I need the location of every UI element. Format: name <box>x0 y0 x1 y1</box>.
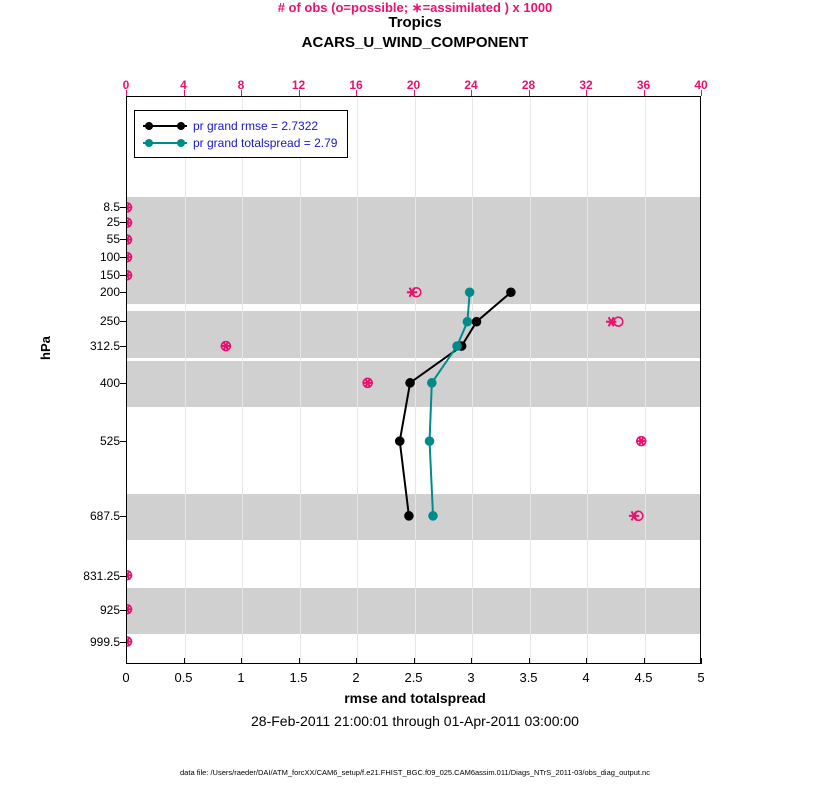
y-tick-label: 525 <box>99 434 120 449</box>
x-tickmark <box>184 658 185 664</box>
x-tickmark <box>529 658 530 664</box>
y-tick-label: 25 <box>106 215 120 230</box>
y-tickmark <box>120 292 126 293</box>
series-line <box>400 292 511 516</box>
data-point <box>406 379 414 387</box>
y-tickmark <box>120 642 126 643</box>
x-tick-label: 3 <box>467 670 475 685</box>
chart-legend <box>134 110 348 158</box>
y-tickmark <box>120 257 126 258</box>
x-tick-label: 1.5 <box>289 670 308 685</box>
x-tickmark <box>471 658 472 664</box>
x-tick-label: 4 <box>582 670 590 685</box>
y-tick-label: 55 <box>106 232 120 247</box>
assimilated-obs-marker <box>127 637 132 646</box>
x-tick-label: 1 <box>237 670 245 685</box>
y-tickmark <box>120 275 126 276</box>
x-tickmark <box>414 658 415 664</box>
data-point <box>396 437 404 445</box>
chart-title-variable: ACARS_U_WIND_COMPONENT <box>301 34 529 51</box>
obs-tick-label: 0 <box>122 78 130 92</box>
x-tickmark <box>701 658 702 664</box>
date-range-label: 28-Feb-2011 21:00:01 through 01-Apr-2011 03:00:00 <box>251 713 579 729</box>
y-tickmark <box>120 207 126 208</box>
legend-label-rmse: pr grand rmse = 2.7322 <box>193 118 319 133</box>
series-line <box>430 292 470 516</box>
data-point <box>426 437 434 445</box>
x-tick-label: 2 <box>352 670 360 685</box>
assimilated-obs-marker <box>127 571 132 580</box>
y-tickmark <box>120 239 126 240</box>
x-tickmark <box>299 658 300 664</box>
obs-tick-label: 4 <box>180 78 187 92</box>
x-tickmark <box>126 658 127 664</box>
plot-area <box>126 96 701 664</box>
y-tickmark <box>120 383 126 384</box>
assimilated-obs-marker <box>127 203 132 212</box>
x-tickmark <box>586 658 587 664</box>
y-tickmark <box>120 441 126 442</box>
data-point <box>466 288 474 296</box>
data-point <box>428 379 436 387</box>
chart-title-region: Tropics <box>388 14 442 31</box>
y-tick-label: 687.5 <box>89 509 120 524</box>
y-tickmark <box>120 222 126 223</box>
y-tick-label: 925 <box>99 603 120 618</box>
assimilated-obs-marker <box>127 253 132 262</box>
y-axis-label: hPa <box>38 336 53 360</box>
y-tick-label: 250 <box>99 314 120 329</box>
assimilated-obs-marker <box>629 511 639 520</box>
x-axis-label: rmse and totalspread <box>344 690 486 706</box>
legend-swatch-rmse <box>143 120 187 132</box>
obs-tick-label: 28 <box>521 78 536 92</box>
obs-axis-title: # of obs (o=possible; ∗=assimilated ) x 1000 <box>277 0 553 15</box>
x-tick-label: 2.5 <box>404 670 423 685</box>
legend-label-totalspread: pr grand totalspread = 2.79 <box>193 135 338 150</box>
series-layer <box>127 97 700 663</box>
y-tickmark <box>120 610 126 611</box>
y-tick-label: 100 <box>99 249 120 264</box>
legend-swatch-totalspread <box>143 137 187 149</box>
legend-item-rmse <box>143 117 337 134</box>
obs-tick-label: 8 <box>237 78 245 92</box>
x-tick-label: 4.5 <box>634 670 653 685</box>
obs-tick-label: 12 <box>291 78 306 92</box>
y-tick-label: 400 <box>99 375 120 390</box>
y-tick-label: 999.5 <box>89 635 120 650</box>
y-tick-label: 312.5 <box>89 338 120 353</box>
y-tickmark <box>120 576 126 577</box>
x-tick-label: 3.5 <box>519 670 538 685</box>
data-point <box>429 512 437 520</box>
y-tick-label: 200 <box>99 284 120 299</box>
assimilated-obs-marker <box>127 218 132 227</box>
data-point <box>453 342 461 350</box>
data-point <box>405 512 413 520</box>
x-tick-label: 0.5 <box>174 670 193 685</box>
data-point <box>473 318 481 326</box>
data-point <box>507 288 515 296</box>
obs-tick-label: 36 <box>636 78 651 92</box>
obs-tick-label: 20 <box>406 78 421 92</box>
obs-tick-label: 24 <box>464 78 478 92</box>
y-tickmark <box>120 516 126 517</box>
x-tick-label: 5 <box>697 670 705 685</box>
legend-item-totalspread <box>143 134 337 151</box>
obs-tick-label: 16 <box>349 78 363 92</box>
assimilated-obs-marker <box>127 271 132 280</box>
data-file-footer: data file: /Users/raeder/DAI/ATM_forcXX/CAM6_setup/f.e21.FHIST_BGC.f09_025.CAM6assim.011/Diags_NTrS_2011-03/obs_diag_output.nc <box>180 768 650 777</box>
x-tickmark <box>241 658 242 664</box>
y-tick-label: 831.25 <box>83 568 120 583</box>
obs-tick-label: 32 <box>579 78 593 92</box>
y-tick-label: 8.5 <box>103 199 120 214</box>
x-tick-label: 0 <box>122 670 130 685</box>
assimilated-obs-marker <box>407 288 417 297</box>
data-point <box>463 318 471 326</box>
x-tickmark <box>644 658 645 664</box>
y-tick-label: 150 <box>99 267 120 282</box>
assimilated-obs-marker <box>127 605 132 614</box>
y-tickmark <box>120 346 126 347</box>
x-tickmark <box>356 658 357 664</box>
assimilated-obs-marker <box>127 235 132 244</box>
obs-tick-label: 40 <box>694 78 708 92</box>
y-tickmark <box>120 321 126 322</box>
